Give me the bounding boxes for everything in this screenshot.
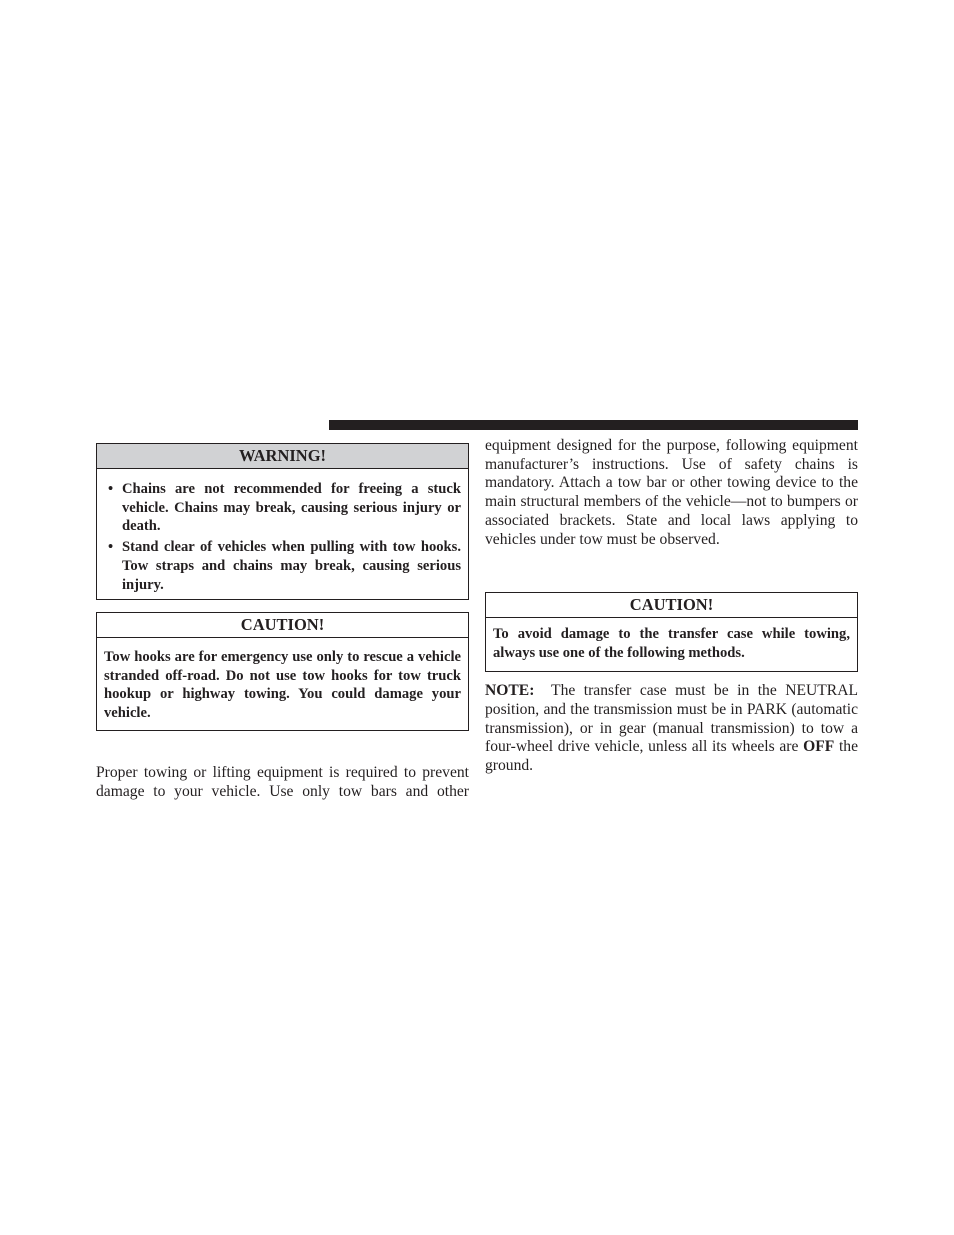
bullet-icon: •	[108, 539, 114, 556]
note-text-end: the ground.	[485, 738, 858, 775]
caution-box-right	[485, 592, 858, 672]
note-emphasis: OFF	[803, 738, 835, 756]
caution-box-left	[96, 612, 469, 731]
header-rule	[329, 420, 858, 430]
caution-body: To avoid damage to the transfer case while towing, always use one of the following methods.	[493, 626, 850, 661]
warning-box	[96, 443, 469, 600]
towing-paragraph: Proper towing or lifting equipment is required to prevent damage to your vehicle. Use only tow bars and other	[96, 764, 469, 800]
warning-item-text: Chains are not recommended for freeing a stuck vehicle. Chains may break, causing serious injury or death.	[122, 481, 461, 535]
towing-paragraph-continued: equipment designed for the purpose, following equipment manufacturer’s instructions. Use of safety chains is mandatory. Attach a tow bar or other towing device to the main structural members of the vehicle—not to bumpers or associated brackets. State and local laws applying to vehicles under tow must be observed.	[485, 437, 858, 548]
warning-list	[104, 480, 461, 594]
caution-body: Tow hooks are for emergency use only to rescue a vehicle stranded off-road. Do not use tow hooks for tow truck hookup or highway towing. You could damage your vehicle.	[104, 649, 461, 722]
note-label: NOTE:	[485, 682, 535, 700]
bullet-icon: •	[108, 481, 114, 497]
note-paragraph	[485, 682, 858, 776]
warning-item	[104, 538, 461, 594]
note-text: The transfer case must be in the NEUTRAL position, and the transmission must be in PARK (automatic transmission), or in gear (manual transmission) to tow a four-wheel drive vehicle, unless all its wheels are	[485, 682, 858, 756]
warning-item-text: Stand clear of vehicles when pulling with tow hooks. Tow straps and chains may break, causing serious injury.	[122, 539, 461, 593]
left-column	[96, 443, 469, 801]
right-column	[485, 437, 858, 776]
warning-item	[104, 480, 461, 536]
warning-title: WARNING!	[97, 444, 468, 469]
caution-title: CAUTION!	[97, 613, 468, 638]
caution-title: CAUTION!	[486, 593, 857, 618]
warning-body	[97, 469, 468, 603]
